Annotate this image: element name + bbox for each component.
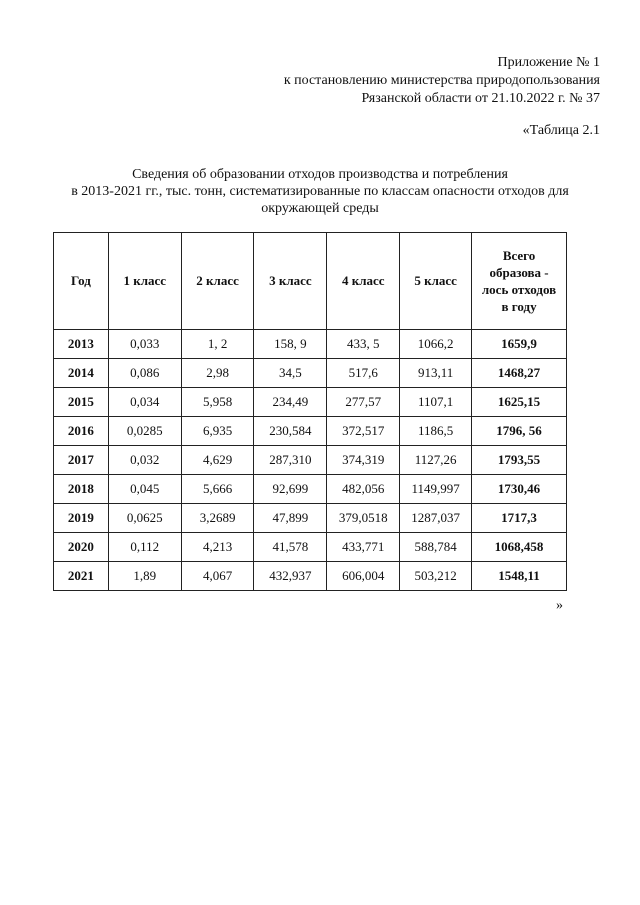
cell-class-2: 6,935 [181,417,254,446]
cell-class-5: 503,212 [400,562,472,591]
table-row [54,562,567,591]
table-body [54,330,567,591]
cell-class-3: 34,5 [254,359,327,388]
cell-class-5: 588,784 [400,533,472,562]
cell-class-4: 379,0518 [327,504,400,533]
cell-year: 2020 [54,533,109,562]
document-header [284,54,600,108]
table-row [54,446,567,475]
column-header-class-3: 3 класс [254,233,327,330]
cell-class-5: 1127,26 [400,446,472,475]
cell-year: 2014 [54,359,109,388]
cell-total: 1796, 56 [472,417,567,446]
cell-year: 2016 [54,417,109,446]
cell-year: 2019 [54,504,109,533]
table-row [54,417,567,446]
cell-class-4: 277,57 [327,388,400,417]
cell-total: 1625,15 [472,388,567,417]
cell-class-2: 4,213 [181,533,254,562]
cell-class-1: 0,045 [108,475,181,504]
column-header-class-5: 5 класс [400,233,472,330]
cell-total: 1730,46 [472,475,567,504]
cell-total: 1068,458 [472,533,567,562]
table-header-row [54,233,567,330]
cell-class-3: 432,937 [254,562,327,591]
column-header-total: Всего образова - лось отходов в году [472,233,567,330]
column-header-class-1: 1 класс [108,233,181,330]
table-row [54,475,567,504]
cell-class-5: 1066,2 [400,330,472,359]
cell-class-1: 1,89 [108,562,181,591]
cell-class-5: 1186,5 [400,417,472,446]
cell-class-4: 374,319 [327,446,400,475]
cell-year: 2015 [54,388,109,417]
cell-class-5: 1149,997 [400,475,472,504]
cell-class-2: 2,98 [181,359,254,388]
cell-class-3: 92,699 [254,475,327,504]
cell-year: 2013 [54,330,109,359]
title-line: окружающей среды [261,201,379,216]
cell-total: 1548,11 [472,562,567,591]
cell-year: 2021 [54,562,109,591]
cell-class-3: 47,899 [254,504,327,533]
cell-class-4: 372,517 [327,417,400,446]
cell-class-2: 3,2689 [181,504,254,533]
cell-class-1: 0,033 [108,330,181,359]
cell-class-1: 0,112 [108,533,181,562]
table-row [54,504,567,533]
table-row [54,330,567,359]
closing-quote: » [556,598,563,613]
cell-class-2: 1, 2 [181,330,254,359]
column-header-class-2: 2 класс [181,233,254,330]
cell-class-4: 606,004 [327,562,400,591]
table-row [54,359,567,388]
cell-class-2: 4,629 [181,446,254,475]
cell-year: 2017 [54,446,109,475]
cell-year: 2018 [54,475,109,504]
cell-total: 1659,9 [472,330,567,359]
cell-class-3: 158, 9 [254,330,327,359]
table-row [54,388,567,417]
column-header-class-4: 4 класс [327,233,400,330]
resolution-reference: к постановлению министерства природопользования [283,73,600,88]
cell-class-1: 0,0625 [108,504,181,533]
cell-class-4: 433,771 [327,533,400,562]
cell-total: 1793,55 [472,446,567,475]
cell-class-2: 5,666 [181,475,254,504]
cell-class-1: 0,032 [108,446,181,475]
appendix-number: Приложение № 1 [497,55,600,70]
cell-class-3: 41,578 [254,533,327,562]
cell-class-4: 433, 5 [327,330,400,359]
waste-table [53,232,567,591]
resolution-date: Рязанской области от 21.10.2022 г. № 37 [361,91,600,106]
cell-class-1: 0,034 [108,388,181,417]
title-line: Сведения об образовании отходов производства и потребления [132,167,508,182]
cell-total: 1717,3 [472,504,567,533]
cell-class-5: 913,11 [400,359,472,388]
table-row [54,533,567,562]
cell-class-2: 4,067 [181,562,254,591]
cell-class-4: 517,6 [327,359,400,388]
cell-class-1: 0,086 [108,359,181,388]
cell-total: 1468,27 [472,359,567,388]
column-header-year: Год [54,233,109,330]
cell-class-5: 1287,037 [400,504,472,533]
table-label: «Таблица 2.1 [522,123,600,138]
cell-class-5: 1107,1 [400,388,472,417]
cell-class-2: 5,958 [181,388,254,417]
cell-class-3: 234,49 [254,388,327,417]
cell-class-3: 287,310 [254,446,327,475]
title-line: в 2013-2021 гг., тыс. тонн, систематизированные по классам опасности отходов для [71,184,569,199]
table-title [40,166,600,217]
cell-class-3: 230,584 [254,417,327,446]
cell-class-1: 0,0285 [108,417,181,446]
cell-class-4: 482,056 [327,475,400,504]
